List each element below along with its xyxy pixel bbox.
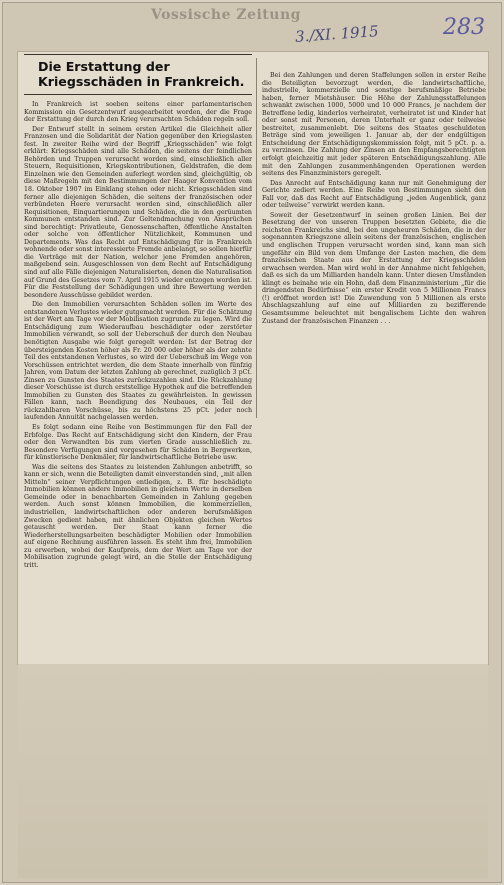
handwritten-date: 3./XI. 1915 <box>294 22 380 46</box>
article-clipping <box>18 52 488 664</box>
masthead: Vossische Zeitung <box>151 7 301 23</box>
column-divider <box>256 58 257 418</box>
blank-paper-area <box>18 664 488 878</box>
right-paragraph: Das Anrecht auf Entschädigung kann nur mit Genehmigung der Gerichte zediert werden. Eine Reihe von Bestimmungen sieht den Fall vor, daß das Recht auf Entschädigung „jeden Augenblick, ganz oder teilweise“ verwirkt werden kann. <box>262 179 486 210</box>
left-paragraph: Es folgt sodann eine Reihe von Bestimmungen für den Fall der Erbfolge. Das Recht auf Entschädigung sicht den Kindern, der Frau oder den Verwandten bis zum vierten Grade ausschließlich zu. Besondere Verfügungen sind vorgesehen für Schäden in Bergwerken, für künstlerische Denkmäler, für landwirtschaftliche Betriebe usw. <box>24 423 252 462</box>
headline: Die Erstattung der Kriegsschäden in Frankreich. <box>38 59 245 89</box>
right-column <box>262 72 486 407</box>
left-paragraph: In Frankreich ist soeben seitens einer parlamentarischen Kommission ein Gesetzentwurf ausgearbeitet worden, der die Frage der Erstattung der durch den Krieg verursachten Schäden regeln soll. <box>24 101 252 124</box>
right-paragraph: Soweit der Gesetzentwurf in seinen großen Linien. Bei der Besetzung der von unseren Truppen besetzten Gebiete, die die reichsten Frankreichs sind, bei den ungeheuren Schäden, die in der sogenannten Kriegszone allein seitens der französischen, englischen und englischen Truppen verursacht worden sind, kann man sich ungefähr ein Bild von dem Umfange der Lasten machen, die dem französischen Staate aus der Erstattung der Kriegsschäden erwachsen werden. Man wird wohl in der Annahme nicht fehlgehen, daß es sich da um Milliarden handeln kann. Unter diesen Umständen klingt es beinahe wie ein Hohn, daß dem Finanzministerium „für die dringendsten Bedürfnisse“ ein erster Kredit von 5 Millionen Francs (!) eröffnet worden ist! Die Zuwendung von 5 Millionen als erste Abschlagszahlung auf eine auf Milliarden zu bezifferende Gesamtsumme beleuchtet mit bengalischem Lichte den wahren Zustand der französischen Finanzen . . . <box>262 211 486 325</box>
archive-number: 283 <box>443 15 485 40</box>
headline-box <box>24 54 252 95</box>
left-paragraph: Die den Immobilien verursachten Schäden sollen im Werte des entstandenen Verlustes wieder gutgemacht werden. Für die Schätzung ist der Wert am Tage vor der Mobilisation zugrunde zu legen. Wird die Entschädigung zum Wiederaufbau beschädigter oder zerstörter Immobilien verwandt, so soll der Ueberschuß der durch den Neubau benötigten Ausgabe wie folgt geregelt werden: Ist der Betrag der übersteigenden Kosten höher als Fr. 20 000 oder höher als der zehnte Teil des entstandenen Verlustes, so wird der Ueberschuß im Wege von Vorschüssen entrichtet werden, die dem Staate innerhalb von fünfzig Jahren, vom Datum der letzten Zahlung ab gerechnet, zuzüglich 3 pCt. Zinsen zu Gunsten des Staates zurückzuzahlen sind. Die Rückzahlung dieser Vorschüsse ist durch erststellige Hypothek auf die betreffenden Immobilien zu Gunsten des Staates zu gewährleisten. In gewissen Fällen kann, nach Beendigung des Neubaues, ein Teil der rückzahlbaren Vorschüsse, bis zu höchstens 25 pCt. jeder noch laufenden Annuität nachgelassen werden. <box>24 301 252 422</box>
left-paragraph: Der Entwurf stellt in seinem ersten Artikel die Gleichheit aller Franzosen und die Solidarität der Nation gegenüber den Kriegslasten fest. In zweiter Reihe wird der Begriff „Kriegsschäden“ wie folgt erklärt: Kriegsschäden sind alle Schäden, die seitens der feindlichen Behörden und Truppen verursacht worden sind, einschließlich aller Steuern, Requisitionen, Kriegskontributionen, Geldstrafen, die dem Einzelnen wie den Gemeinden auferlegt worden sind, gleichgültig, ob diese Maßregeln mit den Bestimmungen der Haager Konvention vom 18. Oktober 1907 im Einklang stehen oder nicht. Kriegsschäden sind ferner alle diejenigen Schäden, die seitens der französischen oder verbündeten Heere verursacht worden sind, einschließlich aller Requisitionen, Einquartierungen und Schäden, die in den gerüumten Kommunen entstanden sind. Zur Geltendmachung von Ansprüchen sind berechtigt: Privatleute, Genossenschaften, öffentliche Anstalten oder solche von öffentlicher Nützlichkeit, Kommunen und Departements. Was das Recht auf Entschädigung für in Frankreich wohnende oder sonst interessierte Fremde anbelangt, so sollen hierfür die Verträge mit der Nation, welcher jene Fremden angehören, maßgebend sein. Ausgeschlossen von dem Recht auf Entschädigung sind auf alle Fälle diejenigen Naturalisierten, denen die Naturalisation auf Grund des Gesetzes vom 7. April 1915 wieder entzogen worden ist. Für die Feststellung der Schädigungen und ihre Bewertung werden besondere Ausschüsse gebildet werden. <box>24 125 252 299</box>
right-paragraph: Bei den Zahlungen und deren Staffelungen sollen in erster Reihe die Beteiligten bevorzugt werden, die landwirtschaftliche, industrielle, kommerzielle und sonstige berufsmäßige Betriebe haben, ferner Mietshäuser. Die Höhe der Zahlungsstaffelungen schwankt zwischen 1000, 5000 und 10 000 Francs, je nachdem der Betreffene ledig, kinderlos verheiratet, verheiratet ist und Kinder hat oder sonst mit Personen, deren Unterhalt er ganz oder teilweise bestreitet, zusammenlebt. Die seitens des Staates geschuldeten Beträge sind vom jeweiligen 1. Januar ab, der der endgültigen Entscheidung der Entschädigungskommission folgt, mit 5 pCt. p. a. zu verzinsen. Die Zahlung der Zinsen an den Empfangsberechtigten erfolgt gleichzeitig mit jeder späteren Entschädigungszahlung. Alle mit den Zahlungen zusammenhängenden Operationen werden seitens des Finanzministers geregelt. <box>262 72 486 178</box>
left-column <box>24 52 252 664</box>
left-paragraph: Was die seitens des Staates zu leistenden Zahlungen anbetrifft, so kann er sich, wenn die Beteiligten damit einverstanden sind, „mit allen Mitteln“ seiner Verpflichtungen entledigen, z. B. für beschädigte Immobilien können andere Immobilien in gleichem Werte in derselben Gemeinde oder in benachbarten Gemeinden in Zahlung gegeben werden. Auch sonst können Immobilien, die kommerziellen, industriellen, landwirtschaftlichen oder anderen berufsmäßigen Zwecken gedient haben, mit ähnlichen Objekten gleichen Wertes getauscht werden. Der Staat kann ferner die Wiederherstellungsarbeiten beschädigter Mobilien oder Immobilien auf eigene Rechnung ausführen lassen. Es steht ihm frei, Immobilien zu erwerben, wobei der Kaufpreis, dem der Wert am Tage vor der Mobilisation zugrunde gelegt wird, an die Stelle der Entschädigung tritt. <box>24 463 252 569</box>
